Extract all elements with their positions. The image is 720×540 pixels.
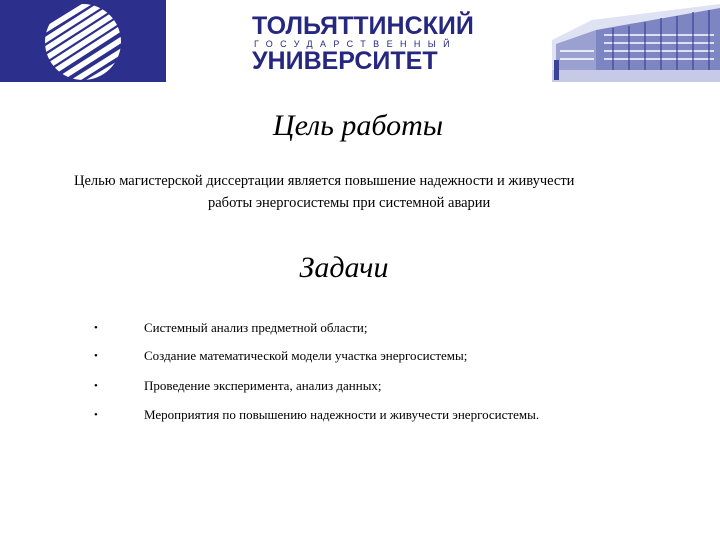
university-name-line3: УНИВЕРСИТЕТ (252, 47, 438, 75)
task-text: Создание математической модели участка энергосистемы; (144, 348, 468, 363)
bullet-icon: • (94, 409, 98, 421)
task-text: Проведение эксперимента, анализ данных; (144, 378, 382, 393)
university-logo (0, 0, 166, 82)
task-list-item (0, 376, 720, 396)
goal-text-line2: работы энергосистемы при системной аварии (208, 195, 491, 211)
goal-title: Цель работы (272, 109, 444, 142)
bullet-icon: • (94, 350, 98, 362)
task-list-item (0, 405, 720, 425)
university-name (252, 12, 474, 75)
task-text: Системный анализ предметной области; (144, 320, 368, 335)
header-banner (0, 0, 720, 82)
task-list-item (0, 346, 720, 366)
bullet-icon: • (94, 322, 98, 334)
globe-logo-icon (0, 0, 166, 82)
university-name-line2: ГОСУДАРСТВЕННЫЙ (254, 39, 458, 49)
task-text: Мероприятия по повышению надежности и живучести энергосистемы. (144, 407, 540, 422)
university-name-line1: ТОЛЬЯТТИНСКИЙ (252, 12, 474, 40)
task-list-item (0, 318, 720, 338)
goal-text-line1: Целью магистерской диссертации является повышение надежности и живучести (74, 173, 575, 189)
university-building-image (552, 0, 720, 82)
tasks-title: Задачи (299, 251, 389, 284)
bullet-icon: • (94, 380, 98, 392)
